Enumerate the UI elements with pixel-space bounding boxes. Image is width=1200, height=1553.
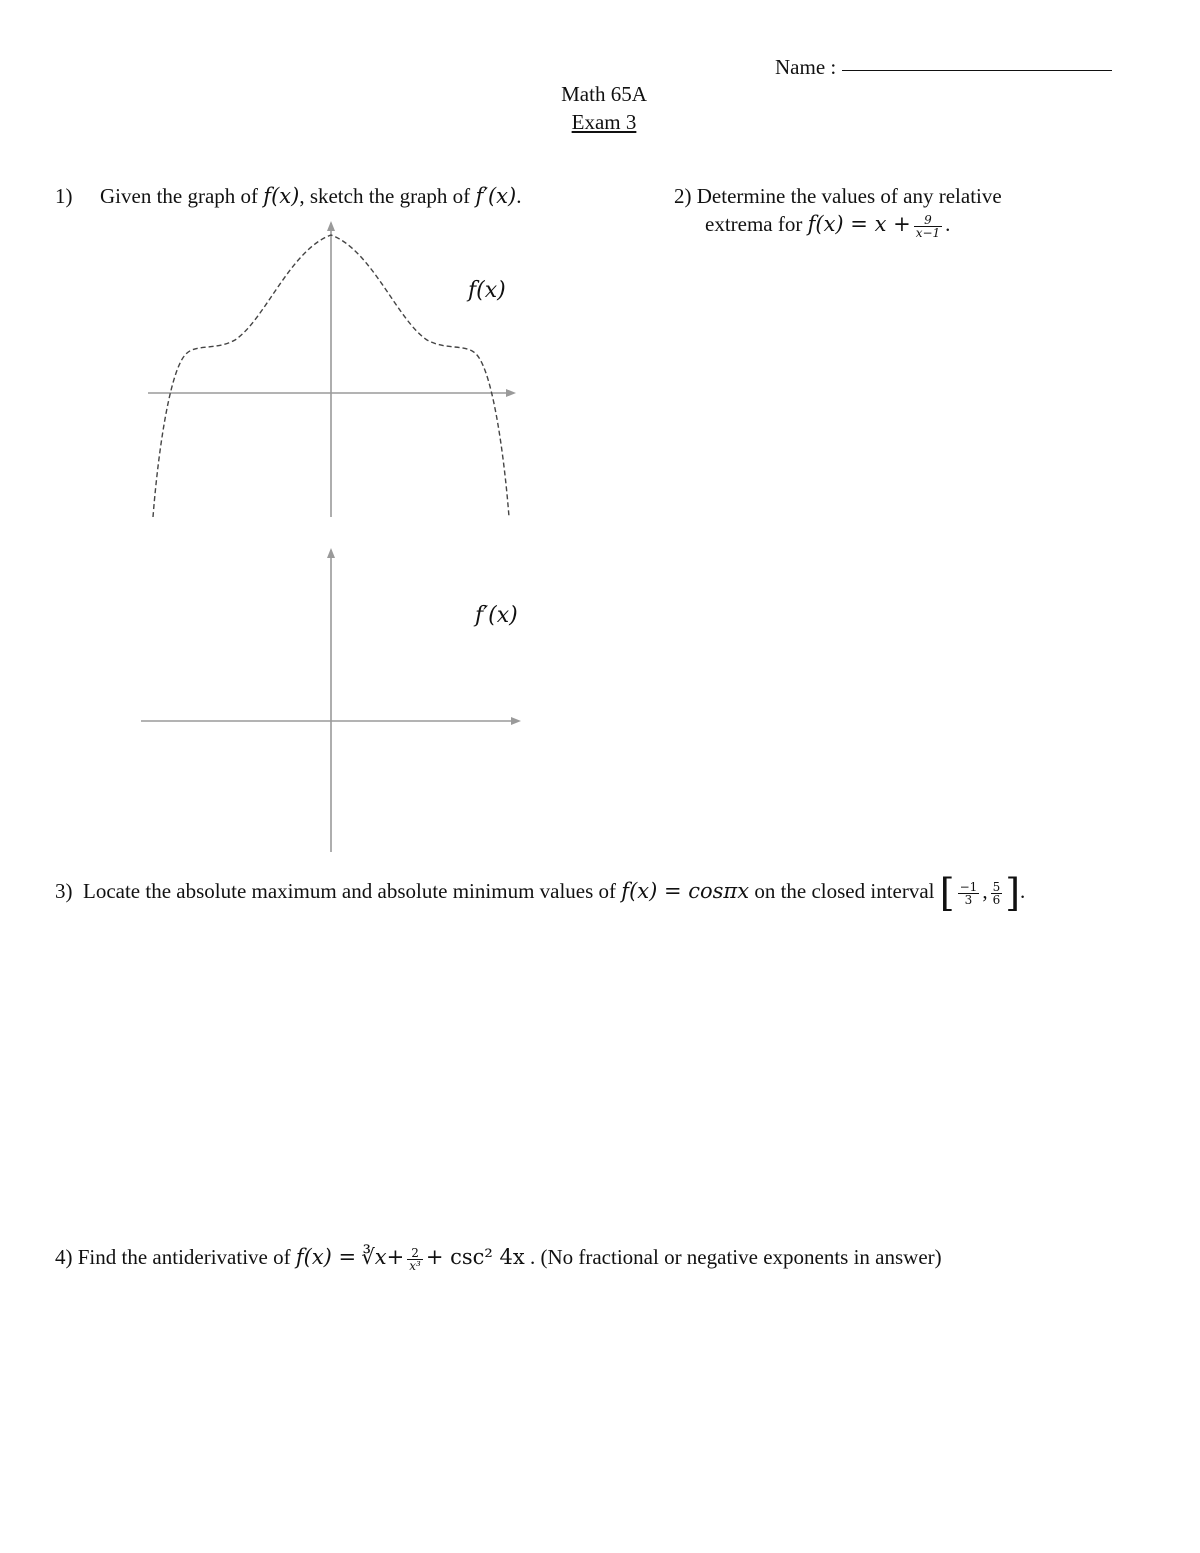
q4-text-a: Find the antiderivative of	[77, 1245, 291, 1269]
q1-number: 1)	[55, 184, 73, 208]
q3-number: 3)	[55, 878, 73, 903]
q3-comma: ,	[982, 878, 988, 903]
fpx-graph[interactable]	[135, 540, 535, 855]
q3-fraction-2	[991, 881, 1003, 906]
q4-line	[55, 1245, 942, 1272]
name-field[interactable]	[775, 55, 1112, 80]
q1-text-a: Given the graph of	[100, 184, 259, 208]
q3-text-a: Locate the absolute maximum and absolute minimum values of	[83, 878, 617, 903]
q1-prompt	[100, 184, 521, 209]
fpx-y-arrow	[327, 548, 335, 558]
fx-label: f(x)	[468, 278, 506, 303]
q3-frac1-num: −1	[959, 879, 978, 894]
q2-expr: f(x) = x +	[807, 212, 911, 236]
q1-text-c: .	[516, 184, 522, 208]
q3-fraction-1	[958, 881, 980, 906]
q2-line2	[705, 212, 950, 239]
q2-number: 2)	[674, 184, 692, 208]
name-label: Name :	[775, 55, 837, 79]
q4-fraction	[407, 1247, 423, 1272]
q3-line	[55, 871, 1026, 915]
q4-root: ∛x	[361, 1245, 387, 1269]
fx-y-arrow	[327, 221, 335, 231]
course-title: Math 65A	[561, 82, 647, 106]
q3-frac2-num: 5	[992, 879, 1001, 894]
q3-end: .	[1020, 878, 1026, 903]
fx-graph	[140, 215, 540, 525]
q2-fraction	[914, 214, 942, 239]
q3-frac2-den: 6	[992, 892, 1001, 907]
q3-frac1-den: 3	[964, 892, 973, 907]
q4-plus: +	[386, 1245, 405, 1269]
q4-frac-num: 2	[407, 1247, 423, 1260]
q1-text-b: , sketch the graph of	[299, 184, 471, 208]
q3-expr: f(x) = cosπx	[621, 878, 750, 903]
q1-fx: f(x)	[263, 184, 300, 208]
q3-text-b: on the closed interval	[754, 878, 935, 903]
q2-frac-den: x−1	[915, 225, 941, 240]
q4-expr-b: + csc² 4x	[425, 1245, 525, 1269]
q3-left-bracket: [	[939, 871, 955, 915]
q4-number: 4)	[55, 1245, 73, 1269]
q2-text-line1: Determine the values of any relative	[696, 184, 1002, 208]
fpx-x-arrow	[511, 717, 521, 725]
q2-frac-num: 9	[914, 214, 942, 227]
q4-expr-a: f(x) =	[295, 1245, 357, 1269]
fx-x-arrow	[506, 389, 516, 397]
q4-text-b: . (No fractional or negative exponents in answer)	[529, 1245, 942, 1269]
name-blank-line[interactable]	[842, 70, 1112, 71]
q4-frac-den: x³	[409, 1258, 421, 1273]
fpx-label: f′(x)	[475, 603, 518, 628]
q2-line1	[674, 184, 1002, 209]
q1-fpx: f′(x)	[475, 184, 517, 208]
q2-text-line2: extrema for	[705, 212, 803, 236]
q2-end: .	[945, 212, 951, 236]
exam-title: Exam 3	[571, 110, 637, 134]
q3-right-bracket: ]	[1005, 871, 1021, 915]
